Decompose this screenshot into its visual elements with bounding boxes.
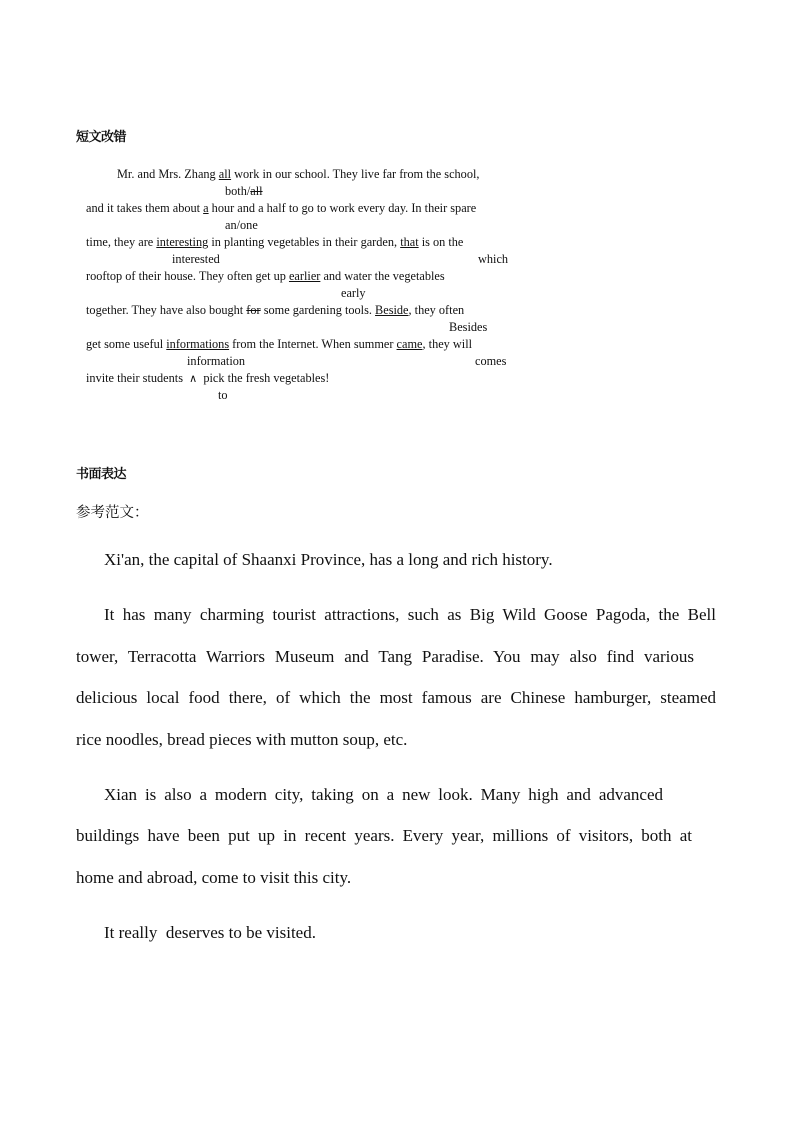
essay-line: It really deserves to be visited.: [104, 923, 316, 942]
text-segment: and water the vegetables: [320, 269, 445, 283]
error-word: informations: [166, 337, 230, 351]
struck-word: for: [246, 303, 261, 317]
essay-line: home and abroad, come to visit this city.: [76, 868, 352, 887]
correction-heading: 短文改错: [76, 130, 127, 145]
correction-line-2: [86, 201, 476, 215]
essay-line: tower, Terracotta Warriors Museum and Tang Paradise. You may also find various: [76, 647, 694, 666]
correction-line-6: [86, 337, 472, 351]
error-word: all: [218, 167, 232, 181]
text-segment: , they will: [422, 337, 473, 351]
essay-line: It has many charming tourist attractions, such as Big Wild Goose Pagoda, the Bell: [104, 605, 716, 624]
correction-line-4: [86, 269, 445, 283]
error-word: came: [396, 337, 423, 351]
text-segment: from the Internet. When summer: [229, 337, 397, 351]
correction-fix-4: early: [341, 286, 366, 300]
text-segment: some gardening tools.: [260, 303, 376, 317]
text-segment: work in our school. They live far from the school,: [231, 167, 480, 181]
correction-fix-3a: interested: [172, 252, 220, 266]
correction-fix-7: to: [218, 388, 228, 402]
correction-line-1: [117, 167, 479, 181]
text-segment: time, they are: [86, 235, 157, 249]
text-segment: is on the: [418, 235, 464, 249]
insertion-caret: ∧: [189, 372, 198, 385]
text-segment: and it takes them about: [86, 201, 204, 215]
correction-line-7: [86, 371, 329, 386]
text-segment: Mr. and Mrs. Zhang: [117, 167, 219, 181]
essay-line: delicious local food there, of which the most famous are Chinese hamburger, steamed: [76, 688, 716, 707]
error-word: earlier: [288, 269, 321, 283]
text-segment: , they often: [408, 303, 465, 317]
correction-line-5: [86, 303, 464, 317]
text-segment: in planting vegetables in their garden,: [208, 235, 401, 249]
essay-line: Xian is also a modern city, taking on a new look. Many high and advanced: [104, 785, 663, 804]
correction-line-3: [86, 235, 463, 249]
error-word: a: [203, 201, 209, 215]
correction-fix-3b: which: [478, 252, 509, 266]
text-segment: invite their students: [86, 371, 190, 385]
fix-word: both/: [225, 184, 251, 198]
correction-fix-6a: information: [187, 354, 246, 368]
error-word: Beside: [375, 303, 409, 317]
text-segment: get some useful: [86, 337, 167, 351]
text-segment: hour and a half to go to work every day. In their spare: [208, 201, 477, 215]
reference-label: 参考范文：: [76, 505, 149, 521]
correction-fix-5: Besides: [449, 320, 488, 334]
text-segment: rooftop of their house. They often get up: [86, 269, 289, 283]
error-word: that: [400, 235, 419, 249]
struck-word: all: [250, 184, 263, 198]
correction-fix-1: [225, 184, 263, 198]
essay-line: Xi'an, the capital of Shaanxi Province, has a long and rich history.: [104, 550, 553, 569]
error-word: interesting: [156, 235, 209, 249]
essay-line: rice noodles, bread pieces with mutton soup, etc.: [76, 730, 408, 749]
essay-line: buildings have been put up in recent years. Every year, millions of visitors, both at: [76, 826, 692, 845]
correction-fix-2: an/one: [225, 218, 258, 232]
text-segment: together. They have also bought: [86, 303, 247, 317]
writing-heading: 书面表达: [76, 467, 127, 482]
correction-fix-6b: comes: [475, 354, 507, 368]
text-segment: pick the fresh vegetables!: [197, 371, 330, 385]
